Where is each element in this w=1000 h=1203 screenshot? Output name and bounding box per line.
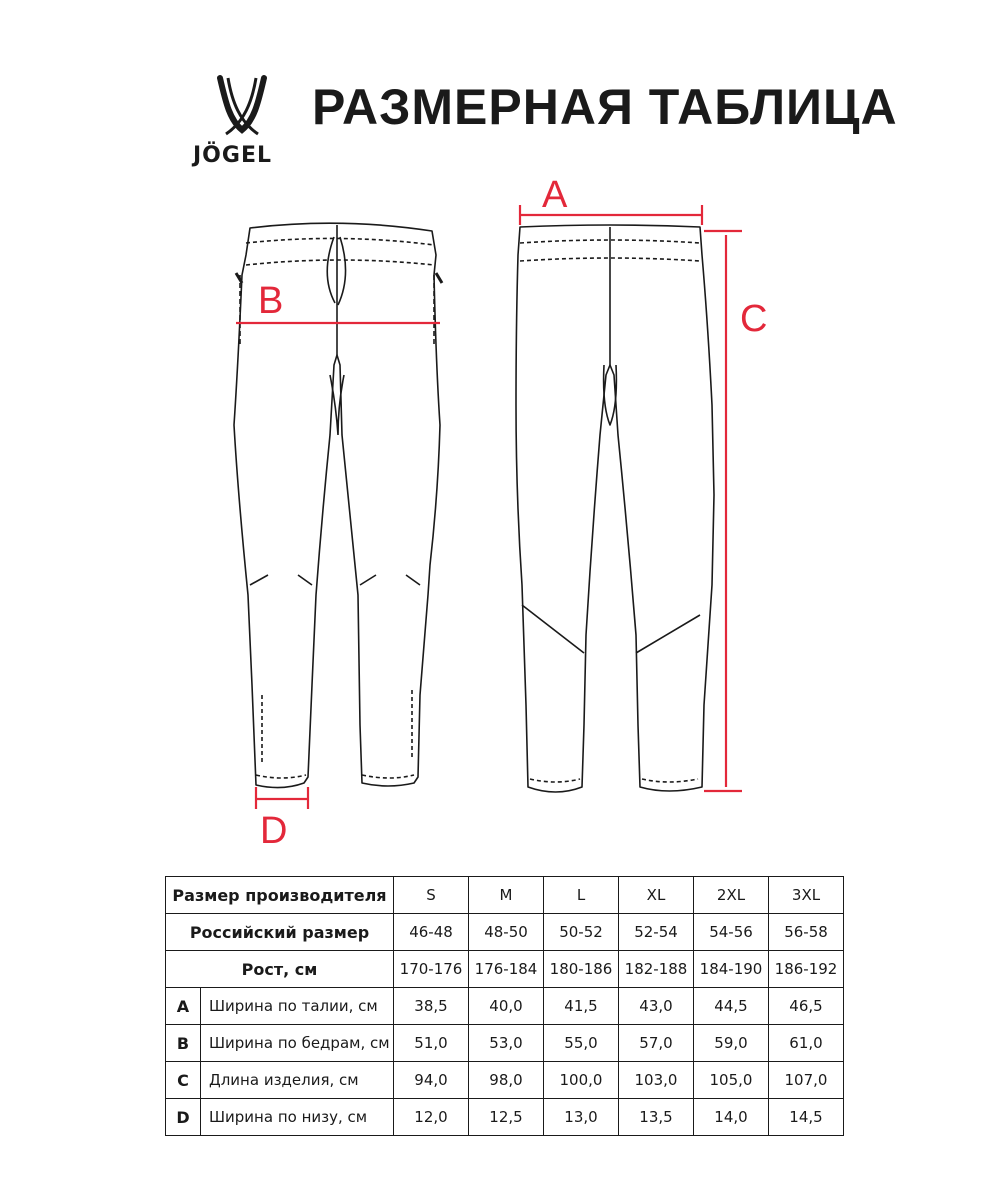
size-table <box>165 876 844 1136</box>
table-cell: 54-56 <box>694 914 769 951</box>
page-title: РАЗМЕРНАЯ ТАБЛИЦА <box>312 79 898 135</box>
table-cell: 13,0 <box>544 1099 619 1136</box>
table-row-hem-width <box>166 1099 844 1136</box>
table-cell: 51,0 <box>394 1025 469 1062</box>
dimension-label-b: B <box>258 280 284 322</box>
row-label: Ширина по талии, см <box>201 988 394 1025</box>
size-cell: XL <box>619 877 694 914</box>
row-label: Длина изделия, см <box>201 1062 394 1099</box>
table-cell: 59,0 <box>694 1025 769 1062</box>
table-row-hip-width <box>166 1025 844 1062</box>
row-label: Российский размер <box>166 914 394 951</box>
table-cell: 176-184 <box>469 951 544 988</box>
back-view <box>516 225 714 792</box>
table-cell: 100,0 <box>544 1062 619 1099</box>
table-cell: 41,5 <box>544 988 619 1025</box>
table-cell: 38,5 <box>394 988 469 1025</box>
table-cell: 48-50 <box>469 914 544 951</box>
row-label: Ширина по низу, см <box>201 1099 394 1136</box>
table-cell: 180-186 <box>544 951 619 988</box>
brand-name: JÖGEL <box>193 143 272 168</box>
size-cell: 2XL <box>694 877 769 914</box>
table-cell: 14,0 <box>694 1099 769 1136</box>
row-letter: B <box>166 1025 201 1062</box>
table-cell: 12,5 <box>469 1099 544 1136</box>
table-cell: 57,0 <box>619 1025 694 1062</box>
table-cell: 107,0 <box>769 1062 844 1099</box>
table-cell: 43,0 <box>619 988 694 1025</box>
row-letter: C <box>166 1062 201 1099</box>
row-letter: D <box>166 1099 201 1136</box>
table-cell: 55,0 <box>544 1025 619 1062</box>
table-cell: 170-176 <box>394 951 469 988</box>
table-cell: 12,0 <box>394 1099 469 1136</box>
table-cell: 182-188 <box>619 951 694 988</box>
table-cell: 14,5 <box>769 1099 844 1136</box>
table-cell: 50-52 <box>544 914 619 951</box>
dimension-label-a: A <box>542 174 568 216</box>
table-row-manufacturer-size <box>166 877 844 914</box>
dimension-label-d: D <box>260 810 288 852</box>
dimension-label-c: C <box>740 298 768 340</box>
row-letter: A <box>166 988 201 1025</box>
table-cell: 44,5 <box>694 988 769 1025</box>
table-row-length <box>166 1062 844 1099</box>
table-cell: 105,0 <box>694 1062 769 1099</box>
size-cell: M <box>469 877 544 914</box>
table-cell: 56-58 <box>769 914 844 951</box>
table-cell: 13,5 <box>619 1099 694 1136</box>
table-cell: 61,0 <box>769 1025 844 1062</box>
table-cell: 103,0 <box>619 1062 694 1099</box>
table-row-height <box>166 951 844 988</box>
size-cell: 3XL <box>769 877 844 914</box>
size-cell: S <box>394 877 469 914</box>
size-cell: L <box>544 877 619 914</box>
row-label: Ширина по бедрам, см <box>201 1025 394 1062</box>
table-cell: 184-190 <box>694 951 769 988</box>
row-label: Размер производителя <box>166 877 394 914</box>
table-cell: 98,0 <box>469 1062 544 1099</box>
table-cell: 94,0 <box>394 1062 469 1099</box>
table-cell: 46,5 <box>769 988 844 1025</box>
table-row-waist-width <box>166 988 844 1025</box>
row-label: Рост, см <box>166 951 394 988</box>
table-row-russian-size <box>166 914 844 951</box>
table-cell: 53,0 <box>469 1025 544 1062</box>
table-cell: 46-48 <box>394 914 469 951</box>
table-cell: 40,0 <box>469 988 544 1025</box>
table-cell: 52-54 <box>619 914 694 951</box>
table-cell: 186-192 <box>769 951 844 988</box>
trousers-diagram <box>0 165 1000 865</box>
